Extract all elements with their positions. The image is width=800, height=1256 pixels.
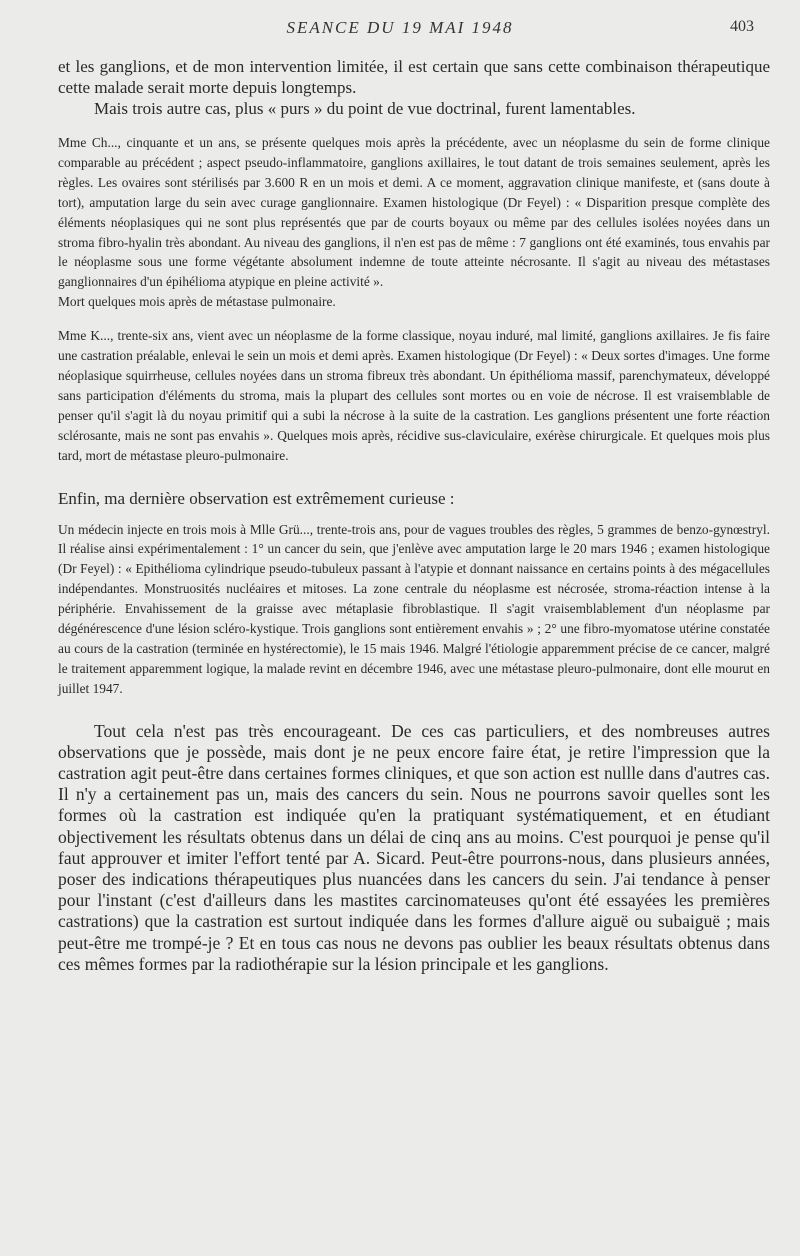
paragraph-conclusion: Tout cela n'est pas très encourageant. De ces cas particuliers, et des nombreuses autres observations que je possède, mais dont je ne peux encore faire état, je retire l'impression que la castration agit peut-être dans certaines formes cliniques, et que son action est nullle dans d'autres cas. Il n'y a certainement pas un, mais des cancers du sein. Nous ne pourrons savoir quelles sont les formes où la castration est indiquée qu'en la pratiquant systématiquement, et en étudiant objectivement les résultats obtenus dans un délai de cinq ans au moins. C'est pourquoi je pense qu'il faut approuver et imiter l'effort tenté par A. Sicard. Peut-être pourrons-nous, dans plusieurs années, poser des indications thérapeutiques plus nuancées dans les cancers du sein. J'ai tendance à penser pour l'instant (c'est d'ailleurs dans les mastites carcinomateuses qu'ont été essayées les premières castrations) que la castration est surtout indiquée dans les formes d'allure aiguë ou subaiguë ; mais peut-être me trompé-je ? Et en tous cas nous ne devons pas oublier les beaux résultats obtenus dans ces mêmes formes par la radiothérapie sur la lésion principale et les ganglions. (58, 720, 770, 974)
paragraph-case-gru: Un médecin injecte en trois mois à Mlle Grü..., trente-trois ans, pour de vagues troubles des règles, 5 grammes de benzo-gynœstryl. Il réalise ainsi expérimentalement : 1° un cancer du sein, que j'enlève avec amputation large le 20 mars 1946 ; examen histologique (Dr Feyel) : « Epithélioma cylindrique pseudo-tubuleux passant à l'atypie et donnant naissance en certains points à des mégacellules indépendantes. Monstruosités nucléaires et mitoses. La zone centrale du néoplasme est nécrosée, stroma-réaction intense à la périphérie. Envahissement de la graisse avec métaplasie fibroblastique. Il s'agit vraisemblablement d'un néoplasme par dégénérescence d'une lésion scléro-kystique. Trois ganglions sont entièrement envahis » ; 2° une fibro-myomatose utérine constatée au cours de la castration (terminée en hystérectomie), le 15 mais 1946. Malgré l'étiologie apparemment précise de ce cancer, malgré le traitement apparemment logique, la malade revint en décembre 1946, avec une métastase pleuro-pulmonaire, dont elle mourut en juillet 1947. (58, 521, 770, 696)
page-number: 403 (730, 18, 754, 35)
paragraph-continuation: et les ganglions, et de mon intervention limitée, il est certain que sans cette combinaison thérapeutique cette malade serait morte depuis longtemps. (58, 57, 770, 97)
page-header (0, 18, 800, 42)
paragraph-case-k: Mme K..., trente-six ans, vient avec un néoplasme de la forme classique, noyau induré, mal limité, ganglions axillaires. Je fis faire une castration préalable, enlevai le sein un mois et demi après. Examen histologique (Dr Feyel) : « Deux sortes d'images. Une forme néoplasique squirrheuse, cellules noyées dans un stroma fibreux très abondant. Un épithélioma massif, parenchymateux, développé sans participation d'éléments du stroma, mais la plupart des cellules sont mortes ou en voie de nécrose. Il est vraisemblable de penser qu'il s'agit là du noyau primitif qui a subi la nécrose à la suite de la castration. Les ganglions présentent une forte réaction sclérosante, mais ne sont pas envahis ». Quelques mois après, récidive sus-claviculaire, exérèse chirurgicale. Et quelques mois plus tard, mort de métastase pleuro-pulmonaire. (58, 328, 770, 463)
page-body (58, 56, 770, 975)
paragraph-case-ch: Mme Ch..., cinquante et un ans, se présente quelques mois après la précédente, avec un néoplasme du sein de forme clinique comparable au précédent ; aspect pseudo-inflammatoire, ganglions axillaires, le tout datant de trois semaines seulement, après les règles. Les ovaires sont stérilisés par 3.600 R en un mois et demi. A ce moment, aggravation clinique manifeste, et (sans doute à tort), amputation large du sein avec curage ganglionnaire. Examen histologique (Dr Feyel) : « Disparition presque complète des éléments néoplasiques qui ne sont plus représentés que par de courts boyaux ou même par des cellules isolées noyées dans un stroma fibro-hyalin très abondant. Au niveau des ganglions, il n'en est pas de même : 7 ganglions ont été examinés, tous envahis par le néoplasme sous une forme végétante absolument indemne de toute atteinte nécrosante. Il s'agit au niveau des métastases ganglionnaires d'un épihélioma atypique en pleine activité ». (58, 135, 770, 290)
running-title: SEANCE DU 19 MAI 1948 (286, 18, 514, 37)
paragraph-intro-cases: Mais trois autre cas, plus « purs » du point de vue doctrinal, furent lamentables. (94, 99, 636, 118)
paragraph-case-ch-outcome: Mort quelques mois après de métastase pulmonaire. (58, 294, 336, 310)
paragraph-last-observation: Enfin, ma dernière observation est extrêmement curieuse : (58, 488, 455, 508)
